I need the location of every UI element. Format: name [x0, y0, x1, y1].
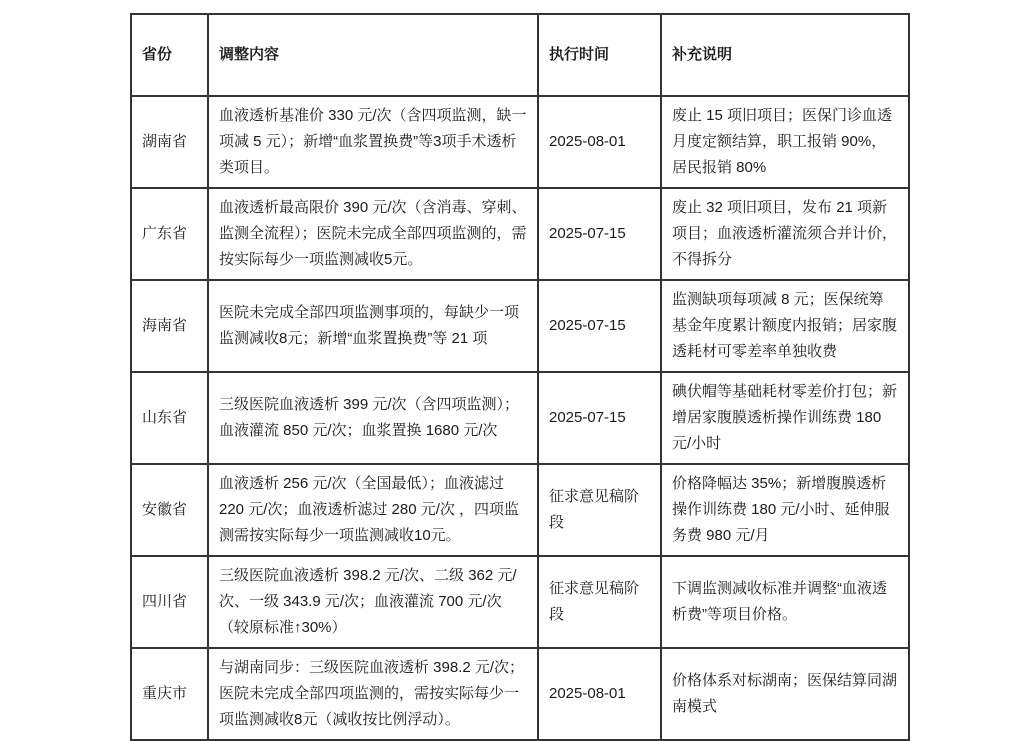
cell-province: 海南省	[131, 280, 208, 372]
cell-province: 重庆市	[131, 648, 208, 740]
dialysis-price-table-wrap	[130, 13, 910, 741]
cell-notes: 碘伏帽等基础耗材零差价打包；新增居家腹膜透析操作训练费 180 元/小时	[661, 372, 909, 464]
cell-adjustment: 与湖南同步：三级医院血液透析 398.2 元/次；医院未完成全部四项监测的，需按实际每少一项监测减收8元（减收按比例浮动）。	[208, 648, 538, 740]
cell-execution-time: 2025-07-15	[538, 372, 661, 464]
cell-notes: 价格体系对标湖南；医保结算同湖南模式	[661, 648, 909, 740]
cell-notes: 废止 32 项旧项目，发布 21 项新项目；血液透析灌流须合并计价，不得拆分	[661, 188, 909, 280]
cell-adjustment: 血液透析最高限价 390 元/次（含消毒、穿刺、监测全流程）；医院未完成全部四项监测的，需按实际每少一项监测减收5元。	[208, 188, 538, 280]
cell-province: 广东省	[131, 188, 208, 280]
cell-execution-time: 2025-08-01	[538, 96, 661, 188]
cell-execution-time: 征求意见稿阶段	[538, 464, 661, 556]
table-row-chongqing	[131, 648, 909, 740]
cell-province: 安徽省	[131, 464, 208, 556]
cell-province: 山东省	[131, 372, 208, 464]
cell-notes: 价格降幅达 35%；新增腹膜透析操作训练费 180 元/小时、延伸服务费 980 元/月	[661, 464, 909, 556]
cell-adjustment: 医院未完成全部四项监测事项的，每缺少一项监测减收8元；新增“血浆置换费”等 21 项	[208, 280, 538, 372]
cell-adjustment: 血液透析基准价 330 元/次（含四项监测，缺一项减 5 元）；新增“血浆置换费”等3项手术透析类项目。	[208, 96, 538, 188]
table-row-sichuan	[131, 556, 909, 648]
cell-execution-time: 2025-07-15	[538, 188, 661, 280]
table-row-hainan	[131, 280, 909, 372]
table-row-anhui	[131, 464, 909, 556]
cell-adjustment: 血液透析 256 元/次（全国最低）；血液滤过 220 元/次；血液透析滤过 280 元/次 ，四项监测需按实际每少一项监测减收10元。	[208, 464, 538, 556]
header-execution-time: 执行时间	[538, 14, 661, 96]
header-row	[131, 14, 909, 96]
table-row-shandong	[131, 372, 909, 464]
table-row-guangdong	[131, 188, 909, 280]
cell-notes: 监测缺项每项减 8 元；医保统筹基金年度累计额度内报销；居家腹透耗材可零差率单独收费	[661, 280, 909, 372]
cell-notes: 废止 15 项旧项目；医保门诊血透月度定额结算，职工报销 90%，居民报销 80%	[661, 96, 909, 188]
cell-province: 四川省	[131, 556, 208, 648]
header-adjustment: 调整内容	[208, 14, 538, 96]
cell-execution-time: 2025-07-15	[538, 280, 661, 372]
table-row-hunan	[131, 96, 909, 188]
header-province: 省份	[131, 14, 208, 96]
dialysis-price-table	[130, 13, 910, 741]
cell-adjustment: 三级医院血液透析 399 元/次（含四项监测）；血液灌流 850 元/次；血浆置换 1680 元/次	[208, 372, 538, 464]
cell-execution-time: 2025-08-01	[538, 648, 661, 740]
cell-notes: 下调监测减收标准并调整“血液透析费”等项目价格。	[661, 556, 909, 648]
cell-execution-time: 征求意见稿阶段	[538, 556, 661, 648]
cell-province: 湖南省	[131, 96, 208, 188]
header-notes: 补充说明	[661, 14, 909, 96]
cell-adjustment: 三级医院血液透析 398.2 元/次、二级 362 元/次、一级 343.9 元/次；血液灌流 700 元/次（较原标准↑30%）	[208, 556, 538, 648]
